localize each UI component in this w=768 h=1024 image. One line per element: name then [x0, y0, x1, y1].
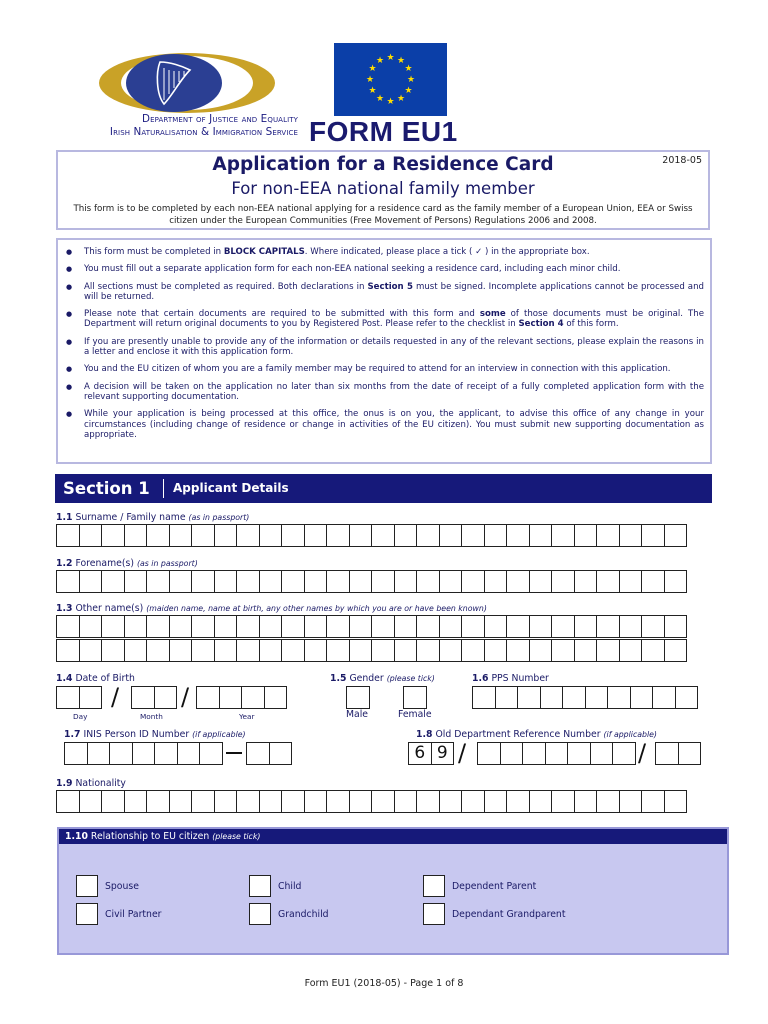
inis-dash [226, 752, 242, 754]
char-box[interactable] [371, 639, 395, 662]
char-box[interactable] [196, 686, 220, 709]
instruction-item: ● A decision will be taken on the application no later than six months from the date of receipt of a fully completed application form with the relevant supporting documentation. [66, 382, 704, 403]
char-box[interactable] [101, 790, 125, 813]
char-box[interactable] [326, 524, 350, 547]
char-box[interactable] [259, 639, 283, 662]
char-box[interactable] [236, 615, 260, 638]
char-box[interactable] [461, 524, 485, 547]
char-box[interactable] [472, 686, 496, 709]
char-box[interactable] [506, 524, 530, 547]
char-box[interactable] [304, 639, 328, 662]
char-box[interactable] [439, 790, 463, 813]
svg-text:★: ★ [365, 75, 375, 85]
char-box[interactable] [241, 686, 265, 709]
char-box[interactable] [371, 524, 395, 547]
relationship-civil-partner-label: Civil Partner [105, 909, 162, 920]
char-box[interactable] [236, 524, 260, 547]
char-box[interactable] [394, 790, 418, 813]
relationship-dependant-grandparent-label: Dependant Grandparent [452, 909, 566, 920]
char-box[interactable] [619, 639, 643, 662]
char-box[interactable] [484, 615, 508, 638]
char-box[interactable] [371, 615, 395, 638]
char-box[interactable] [416, 615, 440, 638]
char-box[interactable] [246, 742, 270, 765]
char-box[interactable] [540, 686, 564, 709]
char-box[interactable] [146, 615, 170, 638]
char-box[interactable] [214, 524, 238, 547]
relationship-grandchild-checkbox[interactable] [249, 903, 271, 925]
char-box[interactable] [416, 790, 440, 813]
char-box[interactable] [619, 524, 643, 547]
char-box[interactable] [394, 570, 418, 593]
char-box[interactable] [154, 686, 178, 709]
char-box[interactable] [461, 639, 485, 662]
char-box[interactable] [664, 615, 688, 638]
char-box[interactable] [177, 742, 201, 765]
char-box[interactable] [506, 639, 530, 662]
char-box[interactable] [169, 790, 193, 813]
char-box[interactable] [79, 686, 103, 709]
dob-year-caption: Year [239, 712, 255, 721]
svg-text:★: ★ [396, 56, 406, 66]
char-box[interactable] [567, 742, 591, 765]
old-ref-prefix [408, 742, 453, 765]
svg-text:★: ★ [404, 64, 413, 74]
svg-text:★: ★ [375, 94, 385, 104]
char-box[interactable] [461, 790, 485, 813]
char-box[interactable] [641, 639, 665, 662]
char-box[interactable] [678, 742, 702, 765]
char-box[interactable] [304, 790, 328, 813]
old-ref-field-part-2[interactable] [655, 742, 700, 765]
char-box[interactable] [326, 790, 350, 813]
form-main-title: Application for a Residence Card [212, 154, 554, 175]
relationship-panel [57, 827, 729, 955]
char-box[interactable] [439, 615, 463, 638]
char-box[interactable] [304, 615, 328, 638]
char-box[interactable] [124, 639, 148, 662]
gender-female-label: Female [398, 709, 432, 720]
char-box[interactable] [619, 570, 643, 593]
char-box[interactable] [169, 524, 193, 547]
svg-text:★: ★ [368, 86, 377, 96]
form-title: FORM EU1 [309, 116, 458, 147]
svg-text:★: ★ [404, 86, 413, 96]
char-box[interactable] [191, 790, 215, 813]
char-box[interactable] [101, 615, 125, 638]
dob-separator: / [181, 683, 190, 711]
char-box[interactable] [394, 639, 418, 662]
char-box[interactable] [439, 639, 463, 662]
inis-id-field-part-2[interactable] [246, 742, 291, 765]
char-box[interactable] [304, 570, 328, 593]
char-box[interactable] [236, 570, 260, 593]
instruction-item: ● Please note that certain documents are required to be submitted with this form and some of those documents must be original. The Department will return original documents to you by Registered Post. Please refer to the checklist in Section 4 of this form. [66, 309, 704, 330]
char-box[interactable] [607, 686, 631, 709]
old-ref-separator: / [638, 739, 647, 767]
char-box[interactable] [146, 524, 170, 547]
instruction-item: ● You must fill out a separate application form for each non-EEA national seeking a residence card, including each minor child. [66, 264, 704, 274]
svg-text:★: ★ [386, 53, 395, 63]
char-box[interactable] [574, 570, 598, 593]
char-box[interactable] [214, 790, 238, 813]
char-box[interactable] [664, 524, 688, 547]
char-box[interactable] [264, 686, 288, 709]
char-box[interactable] [191, 524, 215, 547]
char-box[interactable] [79, 570, 103, 593]
relationship-grandchild-label: Grandchild [278, 909, 329, 920]
char-box[interactable] [349, 615, 373, 638]
instruction-item: ● All sections must be completed as required. Both declarations in Section 5 must be signed. Incomplete applications cannot be processed and will be returned. [66, 282, 704, 303]
section-title: Applicant Details [173, 481, 289, 495]
nationality-field[interactable] [56, 790, 686, 813]
char-box[interactable] [652, 686, 676, 709]
char-box[interactable] [619, 790, 643, 813]
char-box[interactable] [349, 790, 373, 813]
char-box[interactable] [124, 570, 148, 593]
old-ref-field-part-1[interactable] [477, 742, 635, 765]
gender-male-label: Male [346, 709, 369, 720]
char-box[interactable] [529, 639, 553, 662]
char-box[interactable] [641, 524, 665, 547]
char-box[interactable] [664, 790, 688, 813]
char-box[interactable] [79, 790, 103, 813]
char-box[interactable] [281, 639, 305, 662]
char-box[interactable] [131, 686, 155, 709]
char-box[interactable] [506, 615, 530, 638]
char-box[interactable] [281, 615, 305, 638]
char-box[interactable] [269, 742, 293, 765]
char-box[interactable] [154, 742, 178, 765]
char-box[interactable] [484, 790, 508, 813]
char-box[interactable] [596, 615, 620, 638]
char-box[interactable] [596, 524, 620, 547]
relationship-civil-partner-checkbox[interactable] [76, 903, 98, 925]
page-footer: Form EU1 (2018-05) - Page 1 of 8 [304, 978, 464, 989]
dob-day-field[interactable] [56, 686, 101, 709]
char-box[interactable] [551, 615, 575, 638]
relationship-dependent-parent-label: Dependent Parent [452, 881, 537, 892]
department-logo [98, 52, 276, 114]
char-box[interactable] [545, 742, 569, 765]
char-box[interactable] [191, 570, 215, 593]
form-version: 2018-05 [662, 155, 702, 166]
char-box[interactable] [191, 615, 215, 638]
instruction-item: ● While your application is being processed at this office, the onus is on you, the applicant, to advise this office of any change in your circumstances (including change of residence or change in activities of the EU citizen). You must submit new supporting documentation as appropriate. [66, 409, 704, 440]
char-box[interactable] [79, 615, 103, 638]
instruction-item: ● If you are presently unable to provide any of the information or details requested in any of the relevant sections, please explain the reasons in a letter and enclose it with this application form. [66, 337, 704, 358]
char-box[interactable] [461, 615, 485, 638]
char-box[interactable] [477, 742, 501, 765]
forename-label: 1.2 Forename(s) (as in passport) [56, 558, 198, 569]
svg-text:★: ★ [368, 64, 377, 74]
char-box[interactable] [641, 615, 665, 638]
relationship-child-checkbox[interactable] [249, 875, 271, 897]
char-box[interactable] [326, 570, 350, 593]
char-box[interactable] [326, 639, 350, 662]
dob-day-caption: Day [73, 712, 88, 721]
char-box[interactable] [349, 524, 373, 547]
gender-female-checkbox[interactable] [403, 686, 427, 709]
section-1-header [55, 474, 712, 503]
char-box[interactable] [484, 639, 508, 662]
char-box[interactable] [551, 570, 575, 593]
char-box[interactable] [199, 742, 223, 765]
svg-text:★: ★ [406, 75, 416, 85]
dob-separator: / [111, 683, 120, 711]
dept-line-1: Department of Justice and Equality [142, 113, 298, 125]
char-box[interactable] [79, 639, 103, 662]
char-box[interactable] [371, 570, 395, 593]
char-box[interactable] [655, 742, 679, 765]
char-box[interactable] [529, 570, 553, 593]
inis-label: 1.7 INIS Person ID Number (if applicable) [64, 729, 246, 740]
char-box[interactable] [630, 686, 654, 709]
char-box[interactable] [281, 790, 305, 813]
char-box[interactable] [259, 524, 283, 547]
char-box[interactable] [522, 742, 546, 765]
char-box[interactable] [259, 790, 283, 813]
char-box[interactable] [596, 570, 620, 593]
char-box[interactable] [500, 742, 524, 765]
char-box[interactable] [169, 570, 193, 593]
intro-box [56, 150, 710, 230]
char-box[interactable] [506, 570, 530, 593]
char-box[interactable] [124, 790, 148, 813]
char-box[interactable] [574, 639, 598, 662]
char-box[interactable] [281, 524, 305, 547]
char-box[interactable] [619, 615, 643, 638]
char-box[interactable] [304, 524, 328, 547]
char-box[interactable] [124, 615, 148, 638]
char-box[interactable] [484, 524, 508, 547]
char-box[interactable] [551, 790, 575, 813]
other-names-label: 1.3 Other name(s) (maiden name, name at birth, any other names by which you are or have been known) [56, 603, 487, 614]
nationality-label: 1.9 Nationality [56, 778, 126, 789]
old-ref-digit: 6 [408, 742, 432, 765]
char-box[interactable] [236, 790, 260, 813]
char-box[interactable] [551, 524, 575, 547]
char-box[interactable] [79, 524, 103, 547]
char-box[interactable] [484, 570, 508, 593]
char-box[interactable] [529, 524, 553, 547]
char-box[interactable] [574, 790, 598, 813]
old-ref-digit: 9 [431, 742, 455, 765]
char-box[interactable] [101, 524, 125, 547]
char-box[interactable] [326, 615, 350, 638]
char-box[interactable] [56, 615, 80, 638]
dept-line-2: Irish Naturalisation & Immigration Service [109, 126, 298, 138]
char-box[interactable] [281, 570, 305, 593]
char-box[interactable] [236, 639, 260, 662]
char-box[interactable] [259, 570, 283, 593]
char-box[interactable] [416, 570, 440, 593]
char-box[interactable] [87, 742, 111, 765]
dob-year-field[interactable] [196, 686, 286, 709]
char-box[interactable] [191, 639, 215, 662]
char-box[interactable] [169, 615, 193, 638]
char-box[interactable] [439, 570, 463, 593]
forename-field[interactable] [56, 570, 686, 593]
gender-male-checkbox[interactable] [346, 686, 370, 709]
instructions-box [56, 238, 712, 464]
dob-month-caption: Month [140, 712, 163, 721]
char-box[interactable] [562, 686, 586, 709]
surname-field[interactable] [56, 524, 686, 547]
surname-label: 1.1 Surname / Family name (as in passport) [56, 512, 250, 523]
relationship-spouse-label: Spouse [105, 881, 139, 892]
inis-id-field-part-1[interactable] [64, 742, 222, 765]
char-box[interactable] [146, 570, 170, 593]
char-box[interactable] [590, 742, 614, 765]
svg-text:★: ★ [396, 94, 406, 104]
char-box[interactable] [109, 742, 133, 765]
char-box[interactable] [529, 790, 553, 813]
char-box[interactable] [349, 570, 373, 593]
dob-month-field[interactable] [131, 686, 176, 709]
form-subtitle: For non-EEA national family member [231, 179, 535, 198]
svg-text:★: ★ [375, 56, 385, 66]
relationship-child-label: Child [278, 881, 302, 892]
char-box[interactable] [416, 639, 440, 662]
eu-flag [334, 43, 447, 116]
char-box[interactable] [461, 570, 485, 593]
char-box[interactable] [214, 570, 238, 593]
char-box[interactable] [394, 524, 418, 547]
instruction-item: ● You and the EU citizen of whom you are a family member may be required to attend for an interview in connection with this application. [66, 364, 704, 374]
svg-text:★: ★ [386, 97, 395, 107]
char-box[interactable] [506, 790, 530, 813]
char-box[interactable] [574, 615, 598, 638]
relationship-dependant-grandparent-checkbox[interactable] [423, 903, 445, 925]
char-box[interactable] [612, 742, 636, 765]
instruction-item: ● This form must be completed in BLOCK CAPITALS. Where indicated, please place a tick ( ✓ ) in the appropriate box. [66, 247, 704, 257]
char-box[interactable] [124, 524, 148, 547]
department-name [58, 113, 298, 139]
char-box[interactable] [641, 790, 665, 813]
char-box[interactable] [132, 742, 156, 765]
other-names-field-line-1[interactable] [56, 615, 686, 638]
char-box[interactable] [146, 639, 170, 662]
dob-label: 1.4 Date of Birth [56, 673, 135, 684]
char-box[interactable] [56, 686, 80, 709]
char-box[interactable] [641, 570, 665, 593]
char-box[interactable] [585, 686, 609, 709]
char-box[interactable] [214, 639, 238, 662]
char-box[interactable] [675, 686, 699, 709]
old-ref-separator: / [458, 739, 467, 767]
old-ref-label: 1.8 Old Department Reference Number (if applicable) [416, 729, 657, 740]
char-box[interactable] [664, 570, 688, 593]
char-box[interactable] [371, 790, 395, 813]
char-box[interactable] [551, 639, 575, 662]
pps-label: 1.6 PPS Number [472, 673, 549, 684]
relationship-header: 1.10 Relationship to EU citizen (please tick) [59, 829, 727, 844]
char-box[interactable] [56, 639, 80, 662]
char-box[interactable] [146, 790, 170, 813]
pps-field[interactable] [472, 686, 697, 709]
char-box[interactable] [101, 570, 125, 593]
char-box[interactable] [214, 615, 238, 638]
char-box[interactable] [394, 615, 418, 638]
char-box[interactable] [219, 686, 243, 709]
char-box[interactable] [56, 790, 80, 813]
section-number: Section 1 [63, 479, 150, 498]
char-box[interactable] [574, 524, 598, 547]
char-box[interactable] [529, 615, 553, 638]
char-box[interactable] [664, 639, 688, 662]
char-box[interactable] [56, 570, 80, 593]
char-box[interactable] [259, 615, 283, 638]
char-box[interactable] [596, 790, 620, 813]
char-box[interactable] [495, 686, 519, 709]
form-description: This form is to be completed by each non-EEA national applying for a residence card as the family member of a European Union, EEA or Swiss citizen under the European Communities (Free Movement of Persons) Regulations 2006 and 2008. [73, 204, 693, 226]
char-box[interactable] [349, 639, 373, 662]
char-box[interactable] [596, 639, 620, 662]
section-divider [163, 479, 164, 498]
char-box[interactable] [169, 639, 193, 662]
char-box[interactable] [64, 742, 88, 765]
char-box[interactable] [416, 524, 440, 547]
gender-label: 1.5 Gender (please tick) [330, 673, 435, 684]
char-box[interactable] [517, 686, 541, 709]
relationship-spouse-checkbox[interactable] [76, 875, 98, 897]
char-box[interactable] [56, 524, 80, 547]
char-box[interactable] [101, 639, 125, 662]
char-box[interactable] [439, 524, 463, 547]
relationship-dependent-parent-checkbox[interactable] [423, 875, 445, 897]
other-names-field-line-2[interactable] [56, 639, 686, 662]
